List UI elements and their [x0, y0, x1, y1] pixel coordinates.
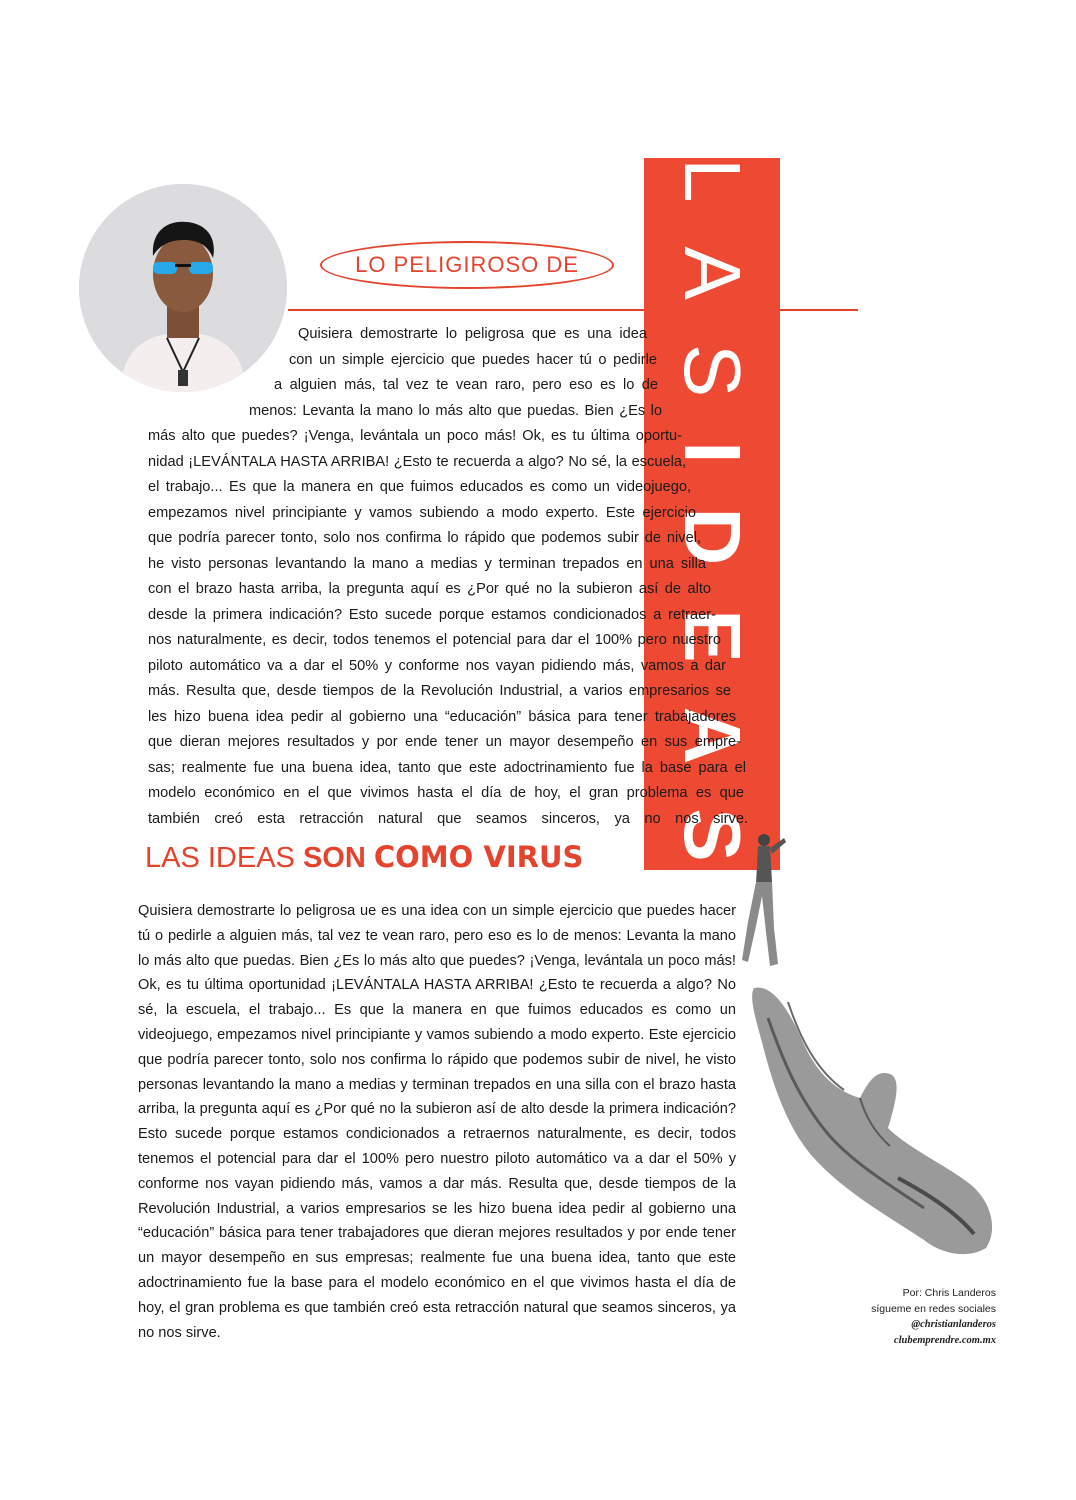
- intro-line-6: nidad ¡LEVÁNTALA HASTA ARRIBA! ¿Esto te recuerda a algo? No sé, la escuela,: [148, 454, 686, 470]
- intro-line-20: también creó esta retracción natural que seamos sinceros, ya no nos sirve.: [148, 811, 748, 827]
- byline-author: Por: Chris Landeros: [902, 1287, 996, 1299]
- kicker-text: LO PELIGIROSO DE: [355, 252, 579, 277]
- author-avatar: [79, 184, 287, 392]
- intro-line-1: Quisiera demostrarte lo peligrosa que es una idea: [298, 326, 647, 342]
- intro-line-9: que podría parecer tonto, solo nos confirma lo rápido que podemos subir de nivel,: [148, 530, 701, 546]
- intro-line-10: he visto personas levantando la mano a medias y terminan trepados en una silla: [148, 556, 706, 572]
- intro-line-18: sas; realmente fue una buena idea, tanto que este adoctrinamiento fue la base para el: [148, 760, 746, 776]
- intro-line-5: más alto que puedes? ¡Venga, levántala un poco más! Ok, es tu última oportu-: [148, 428, 682, 444]
- intro-line-4: menos: Levanta la mano lo más alto que puedas. Bien ¿Es lo: [249, 403, 662, 419]
- section-title-part-2: SON: [302, 842, 366, 874]
- byline-site[interactable]: clubemprendre.com.mx: [893, 1334, 996, 1346]
- author-photo: [79, 184, 287, 392]
- intro-line-14: piloto automático va a dar el 50% y conforme nos vayan pidiendo más, vamos a dar: [148, 658, 726, 674]
- intro-line-8: empezamos nivel principiante y vamos subiendo a modo experto. Este ejercicio: [148, 505, 696, 521]
- byline-handle[interactable]: @christianlanderos: [911, 1319, 996, 1330]
- intro-line-11: con el brazo hasta arriba, la pregunta aquí es ¿Por qué no la subieron así de alto: [148, 581, 711, 597]
- kicker-badge: [320, 241, 614, 289]
- intro-line-2: con un simple ejercicio que puedes hacer tú o pedirle: [289, 352, 657, 368]
- section-title-part-1: LAS IDEAS: [145, 842, 295, 874]
- intro-line-7: el trabajo... Es que la manera en que fuimos educados es como un videojuego,: [148, 479, 691, 495]
- byline-follow: sígueme en redes sociales: [871, 1302, 996, 1315]
- intro-line-17: que dieran mejores resultados y por ende tener un mayor desempeño en sus empre-: [148, 734, 741, 750]
- intro-line-12: desde la primera indicación? Esto sucede porque estamos condicionados a retraer-: [148, 607, 716, 623]
- section-title-part-3: COMO VIRUS: [373, 840, 584, 874]
- intro-line-16: les hizo buena idea pedir al gobierno una “educación” básica para tener trabajadores: [148, 709, 736, 725]
- banner-title-light: LAS: [668, 158, 757, 442]
- section-title: [145, 840, 583, 875]
- banner-title-bold: IDEAS: [668, 441, 757, 906]
- intro-line-13: nos naturalmente, es decir, todos tenemos el potencial para dar el 100% pero nuestro: [148, 632, 721, 648]
- hand-illustration: [748, 978, 1000, 1258]
- intro-line-19: modelo económico en el que vivimos hasta el día de hoy, el gran problema es que: [148, 785, 744, 801]
- byline: [871, 1286, 996, 1348]
- section-body: Quisiera demostrarte lo peligrosa ue es una idea con un simple ejercicio que puedes hacer tú o pedirle a alguien más, tal vez te vean raro, pero eso es lo de menos: Levanta la mano lo más alto que puedas. Bien ¿Es lo más alto que puedes? ¡Venga, levántala un poco más! Ok, es tu última oportunidad ¡LEVÁNTALA HASTA ARRIBA! ¿Esto te recuerda a algo? No sé, la escuela, el trabajo... Es que la manera en que fuimos educados es como un videojuego, empezamos nivel principiante y vamos subiendo a modo experto. Este ejercicio que podría parecer tonto, solo nos confirma lo rápido que podemos subir de nivel, he visto personas levantando la mano a medias y terminan trepados en una silla con el brazo hasta arriba, la pregunta aquí es ¿Por qué no la subieron así de alto desde la primera indicación? Esto sucede porque estamos condicionados a retraernos naturalmente, es decir, todos tenemos el potencial para dar el 100% pero nuestro piloto automático va a dar el 50% y conforme nos vayan pidiendo más, vamos a dar más. Resulta que, desde tiempos de la Revolución Industrial, a varios empresarios se les hizo buena idea pedir al gobierno una “educación” básica para tener trabajadores que dieran mejores resultados y por ende tener un mayor desempeño en sus empresas; realmente fue una buena idea, tanto que este adoctrinamiento fue la base para el modelo económico en el que vivimos hasta el día de hoy, el gran problema es que también creó esta retracción natural que seamos sinceros, ya no nos sirve.: [138, 903, 736, 1341]
- intro-line-3: a alguien más, tal vez te vean raro, pero eso es lo de: [274, 377, 658, 393]
- intro-line-15: más. Resulta que, desde tiempos de la Revolución Industrial, a varios empresarios se: [148, 683, 731, 699]
